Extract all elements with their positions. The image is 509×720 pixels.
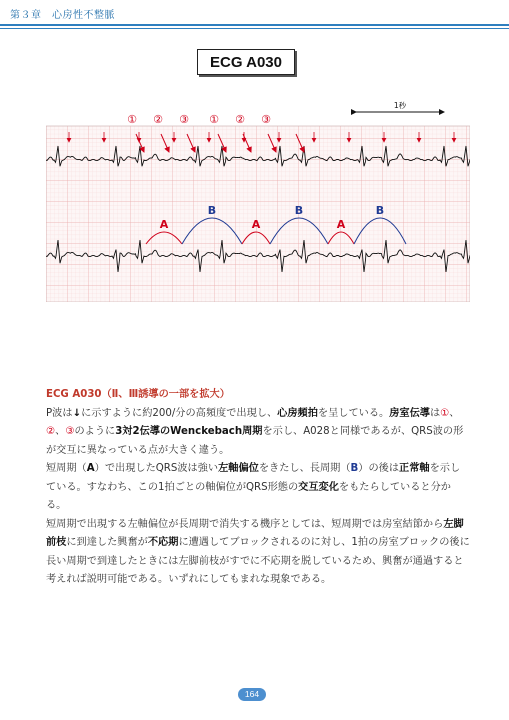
section-title: ECG A030（Ⅱ、Ⅲ誘導の一部を拡大） (46, 389, 230, 400)
body-text (46, 386, 470, 590)
paragraph-1: P波は↓に示すように約200/分の高頻度で出現し、心房頻拍を呈している。房室伝導は①、②、③のように3対2伝導のWenckebach周期を示し、A028と同様であるが、QRS波の形が交互に異なっている点が大きく違う。 (46, 407, 464, 456)
conduction-mark: ③ (179, 113, 189, 126)
figure-title-box (197, 49, 295, 75)
ecg-figure (46, 96, 470, 302)
interval-label: A (159, 218, 169, 231)
paragraph-3: 短周期で出現する左軸偏位が長周期で消失する機序としては、短周期では房室結節から左脚前枝に到達した興奮が不応期に遭遇してブロックされるのに対し、1拍の房室ブロックの後に長い周期で到達したときには左脚前枝がすでに不応期を脱しているため、興奮が通過すると考えれば説明可能である。いずれにしてもまれな現象である。 (46, 518, 470, 585)
conduction-mark: ① (209, 113, 219, 126)
conduction-mark: ② (235, 113, 245, 126)
chapter-title: 第３章 心房性不整脈 (10, 10, 115, 21)
interval-label: B (294, 204, 304, 217)
ecg-grid (46, 126, 470, 302)
paragraph-2: 短周期（A）で出現したQRS波は強い左軸偏位をきたし、長周期（B）の後は正常軸を示している。すなわち、この1拍ごとの軸偏位がQRS形態の交互変化をもたらしていると分かる。 (46, 463, 461, 511)
scale-label: 1秒 (393, 101, 407, 110)
header-rule (0, 24, 509, 26)
interval-label: A (336, 218, 346, 231)
figure-title: ECG A030 (210, 53, 282, 71)
down-arrow-icon: ↓ (72, 407, 82, 419)
conduction-mark: ② (153, 113, 163, 126)
interval-label: B (375, 204, 385, 217)
conduction-mark: ③ (261, 113, 271, 126)
header-rule-thin (0, 28, 509, 29)
page-number: 164 (238, 688, 266, 701)
conduction-mark: ① (127, 113, 137, 126)
interval-label: A (251, 218, 261, 231)
interval-label: B (207, 204, 217, 217)
conduction-markers (127, 113, 271, 126)
chapter-header (0, 0, 509, 34)
